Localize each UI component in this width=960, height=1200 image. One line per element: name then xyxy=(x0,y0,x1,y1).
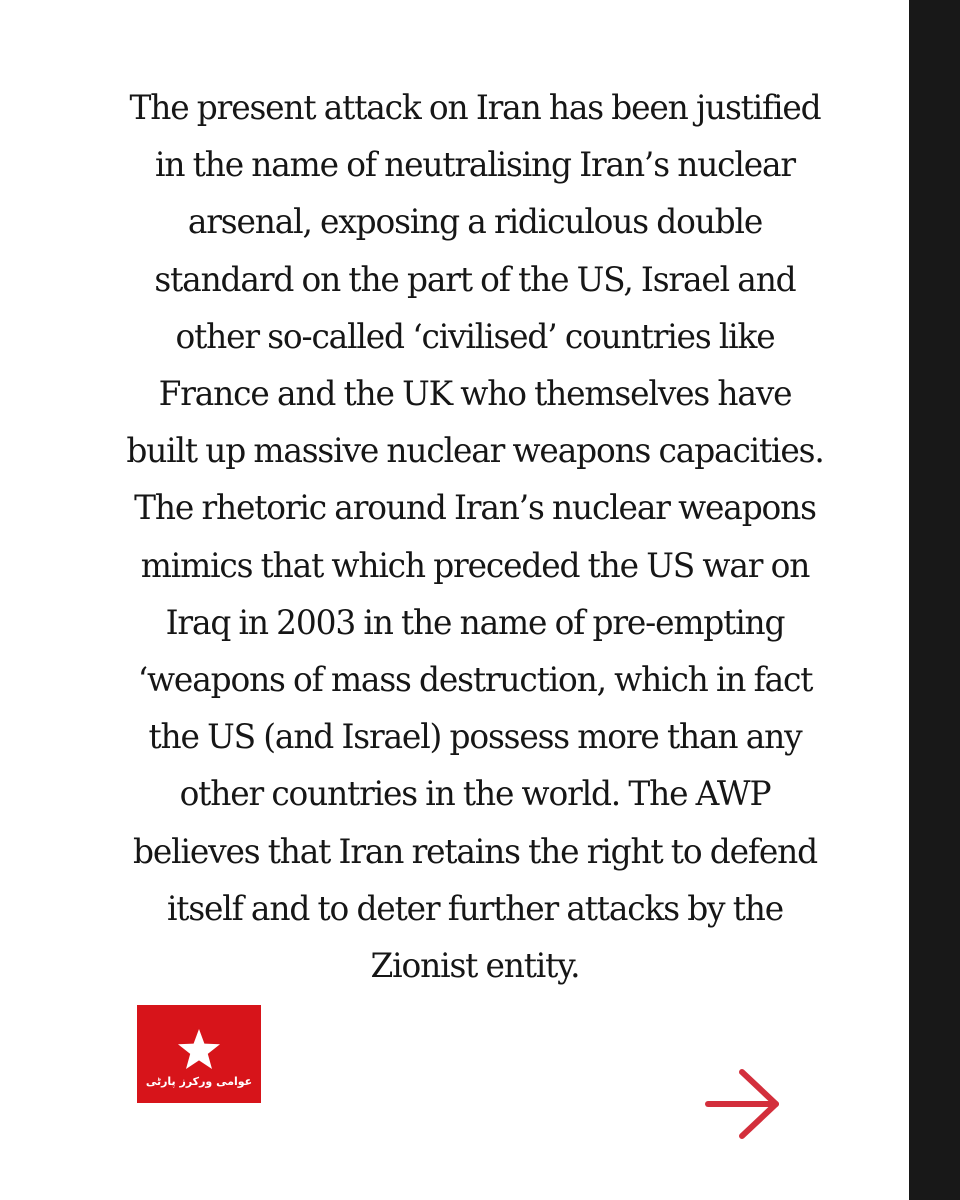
text-line: mimics that which preceded the US war on xyxy=(140,545,810,586)
text-line: The present attack on Iran has been justified xyxy=(129,88,821,128)
text-line: France and the UK who themselves have xyxy=(158,374,792,415)
text-line: The rhetoric around Iran’s nuclear weapons xyxy=(134,488,816,529)
party-logo xyxy=(137,1005,261,1103)
arrow-right-icon[interactable] xyxy=(702,1062,786,1146)
text-line: arsenal, exposing a ridiculous double xyxy=(187,202,763,243)
logo-text: عوامی ورکرز پارٹی xyxy=(145,1075,253,1088)
text-line: believes that Iran retains the right to defend xyxy=(133,831,817,872)
side-bar xyxy=(909,0,960,1200)
text-line: ‘weapons of mass destruction, which in fact xyxy=(137,660,813,701)
star-icon xyxy=(177,1027,221,1071)
text-line: standard on the part of the US, Israel and xyxy=(154,259,796,300)
text-line: other so-called ‘civilised’ countries like xyxy=(175,316,775,357)
text-line: itself and to deter further attacks by the xyxy=(166,888,784,929)
text-line: other countries in the world. The AWP xyxy=(179,774,771,815)
text-line: built up massive nuclear weapons capacities. xyxy=(126,431,824,472)
text-line: Iraq in 2003 in the name of pre-empting xyxy=(165,602,785,643)
post-body-text xyxy=(40,80,910,995)
text-line: Zionist entity. xyxy=(370,946,580,987)
text-line: in the name of neutralising Iran’s nuclear xyxy=(155,145,795,186)
text-line: the US (and Israel) possess more than any xyxy=(148,717,802,758)
